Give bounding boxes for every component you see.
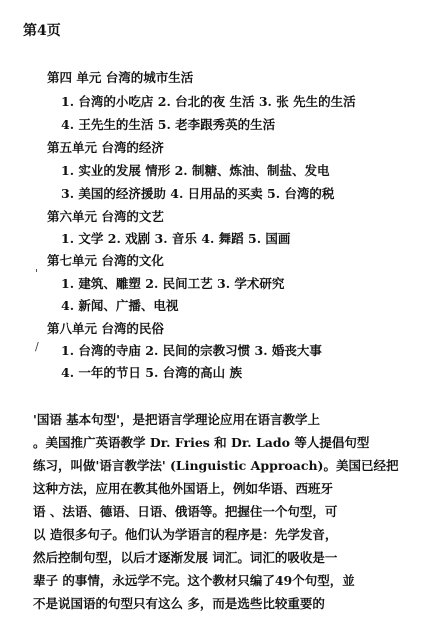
paragraph-line-4: 这种方法，应用在教其他外国语上，例如华语、西班牙 bbox=[33, 481, 334, 496]
unit-heading-7: 第七单元 台湾的文化 bbox=[47, 253, 164, 268]
unit-heading-6: 第六单元 台湾的文艺 bbox=[47, 209, 164, 224]
unit-heading-8: 第八单元 台湾的民俗 bbox=[47, 321, 164, 336]
paragraph-line-3: 练习，叫做'语言教学法' (Linguistic Approach)。美国已经把 bbox=[33, 458, 399, 473]
unit-7-items-line-2: 4. 新闻、广播、电视 bbox=[61, 298, 179, 313]
unit-8-items-line-1: 1. 台湾的寺庙 2. 民间的宗教习惯 3. 婚丧大事 bbox=[61, 343, 322, 358]
unit-5-items-line-1: 1. 实业的发展 情形 2. 制糖、炼油、制盐、发电 bbox=[61, 163, 330, 178]
unit-5-items-line-2: 3. 美国的经济援助 4. 日用品的买卖 5. 台湾的税 bbox=[61, 186, 335, 201]
unit-7-items-line-1: 1. 建筑、雕塑 2. 民间工艺 3. 学术研究 bbox=[61, 276, 285, 291]
paragraph-line-5: 语 、法语、德语、日语、俄语等。把握住一个句型，可 bbox=[33, 504, 338, 519]
unit-heading-5: 第五单元 台湾的经济 bbox=[47, 140, 164, 155]
unit-8-items-line-2: 4. 一年的节日 5. 台湾的高山 族 bbox=[61, 365, 243, 380]
margin-mark: / bbox=[35, 340, 39, 353]
page-number: 第4页 bbox=[23, 23, 61, 39]
paragraph-line-2: 。美国推广英语教学 Dr. Fries 和 Dr. Lado 等人提倡句型 bbox=[33, 435, 370, 450]
margin-mark: ' bbox=[35, 267, 39, 280]
unit-6-items-line-1: 1. 文学 2. 戏剧 3. 音乐 4. 舞蹈 5. 国画 bbox=[61, 231, 291, 246]
unit-4-items-line-2: 4. 王先生的生活 5. 老李跟秀英的生活 bbox=[61, 117, 276, 132]
unit-4-items-line-1: 1. 台湾的小吃店 2. 台北的夜 生活 3. 张 先生的生活 bbox=[61, 94, 356, 109]
unit-heading-4: 第四 单元 台湾的城市生活 bbox=[47, 70, 194, 85]
paragraph-line-7: 然后控制句型，以后才逐渐发展 词汇。词汇的吸收是一 bbox=[33, 550, 338, 565]
paragraph-line-6: 以 造很多句子。他们认为学语言的程序是：先学发音， bbox=[33, 527, 338, 542]
paragraph-line-1: '国语 基本句型'，是把语言学理论应用在语言教学上 bbox=[33, 412, 321, 427]
paragraph-line-9: 不是说国语的句型只有这么 多，而是选些比较重要的 bbox=[33, 596, 325, 611]
paragraph-line-8: 辈子 的事情，永远学不完。这个教材只编了49个句型，並 bbox=[33, 573, 355, 588]
